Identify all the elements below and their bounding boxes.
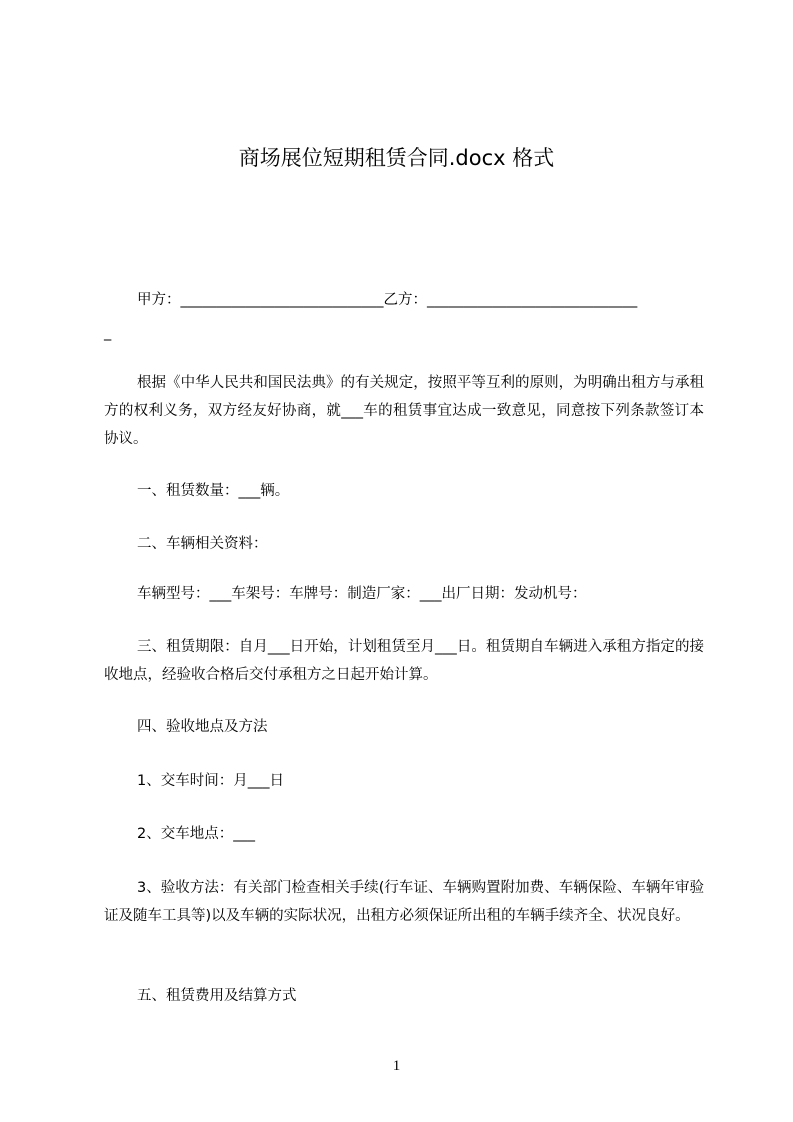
section-5-fees-heading: 五、租赁费用及结算方式 xyxy=(137,988,297,1004)
section-2-vehicle-info-heading: 二、车辆相关资料： xyxy=(137,536,268,552)
section-1-rental-quantity: 一、租赁数量：___辆。 xyxy=(137,483,290,499)
intro-paragraph: 根据《中华人民共和国民法典》的有关规定，按照平等互利的原则，为明确出租方与承租方的权利义务，双方经友好协商，就___车的租赁事宜达成一致意见，同意按下列条款签订本协议。 xyxy=(104,375,704,447)
page-number: 1 xyxy=(392,1058,401,1074)
item-1-delivery-time: 1、交车时间：月___日 xyxy=(137,773,284,789)
parties-line: 甲方：____________________________乙方：_____________________________ xyxy=(137,292,638,308)
section-3-rental-period: 三、租赁期限：自月___日开始，计划租赁至月___日。租赁期自车辆进入承租方指定的接收地点，经验收合格后交付承租方之日起开始计算。 xyxy=(104,639,704,683)
vehicle-info-line: 车辆型号：___车架号：车牌号：制造厂家：___出厂日期：发动机号： xyxy=(137,586,587,602)
item-2-delivery-place: 2、交车地点：___ xyxy=(137,826,255,842)
item-3-acceptance-method: 3、验收方法：有关部门检查相关手续(行车证、车辆购置附加费、车辆保险、车辆年审验证及随车工具等)以及车辆的实际状况，出租方必须保证所出租的车辆手续齐全、状况良好。 xyxy=(104,880,704,924)
section-4-acceptance-heading: 四、验收地点及方法 xyxy=(137,719,268,735)
document-title: 商场展位短期租赁合同.docx 格式 xyxy=(238,146,555,170)
parties-line-overflow: _ xyxy=(104,325,112,341)
